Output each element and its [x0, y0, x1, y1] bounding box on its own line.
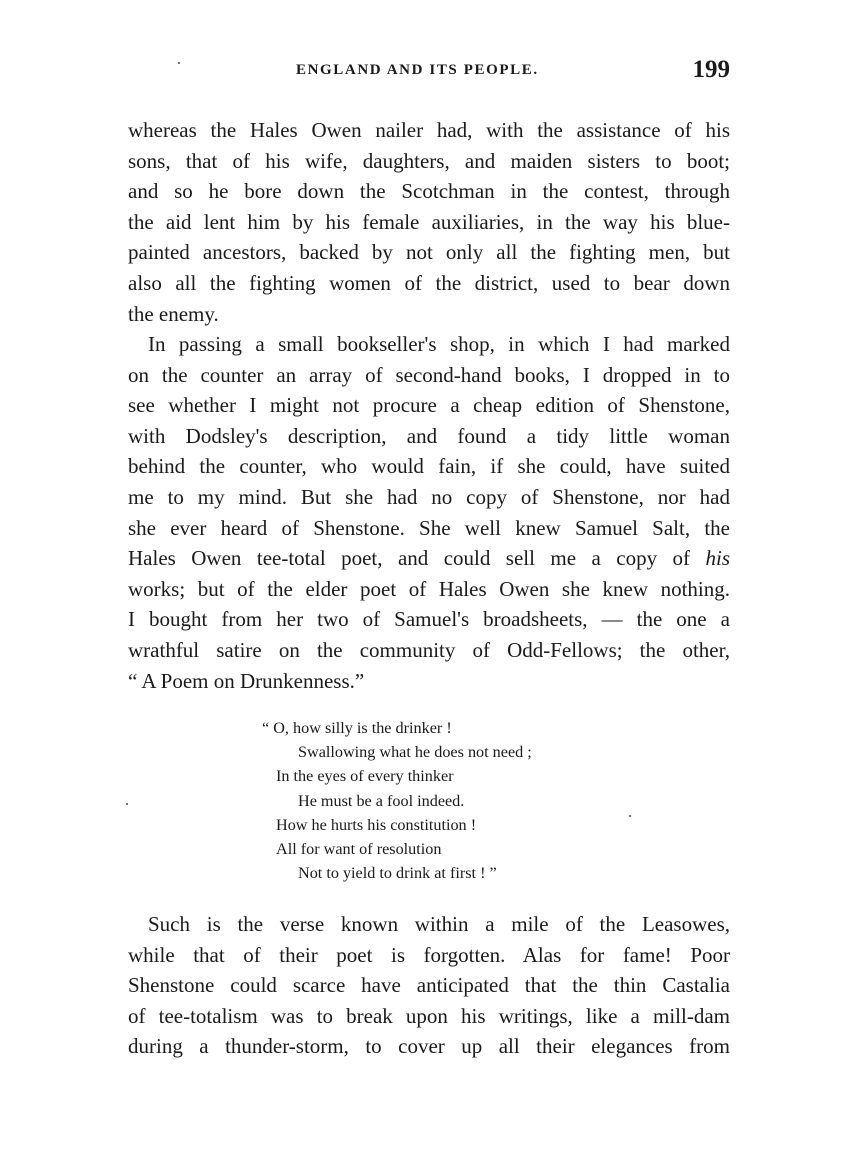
poem-line: Swallowing what he does not need ;	[298, 743, 532, 762]
text-line-with-italic	[128, 543, 730, 574]
text-line: also all the fighting women of the district, used to bear down	[128, 270, 730, 295]
text-line: I bought from her two of Samuel's broadsheets, — the one a	[128, 607, 730, 632]
text-line: Shenstone could scarce have anticipated that the thin Castalia	[128, 973, 730, 998]
page-number: 199	[692, 56, 730, 83]
poem-line: He must be a fool indeed.	[298, 791, 465, 810]
poem-line: All for want of resolution	[276, 839, 442, 858]
paragraph-fame	[128, 909, 730, 1062]
text-line: behind the counter, who would fain, if she could, have suited	[128, 454, 730, 479]
text-line: during a thunder-storm, to cover up all their elegances from	[128, 1034, 730, 1059]
page-header	[128, 58, 730, 90]
poem-line: How he hurts his constitution !	[276, 815, 477, 834]
text-line: with Dodsley's description, and found a tidy little woman	[128, 423, 730, 448]
text-line: whereas the Hales Owen nailer had, with the assistance of his	[128, 118, 730, 142]
text-line: she ever heard of Shenstone. She well knew Samuel Salt, the	[128, 515, 730, 540]
running-title: ENGLAND AND ITS PEOPLE.	[296, 62, 539, 78]
text-line: wrathful satire on the community of Odd-Fellows; the other,	[128, 637, 730, 662]
text-line: while that of their poet is forgotten. Alas for fame! Poor	[128, 942, 730, 967]
paragraph-bookseller	[128, 329, 730, 696]
text-line: works; but of the elder poet of Hales Owen she knew nothing.	[128, 576, 730, 601]
poem-line: Not to yield to drink at first ! ”	[298, 864, 497, 883]
poem-quotation	[262, 716, 622, 885]
text-line: me to my mind. But she had no copy of Shenstone, nor had	[128, 484, 730, 509]
text-line: the enemy.	[128, 301, 219, 326]
text-line: the aid lent him by his female auxiliaries, in the way his blue-	[128, 209, 730, 234]
text-line: of tee-totalism was to break upon his writings, like a mill-dam	[128, 1003, 730, 1028]
poem-line: In the eyes of every thinker	[276, 767, 454, 786]
poem-line: “ O, how silly is the drinker !	[262, 719, 452, 737]
text-line: see whether I might not procure a cheap edition of Shenstone,	[128, 393, 730, 418]
text-line: “ A Poem on Drunkenness.”	[128, 668, 365, 693]
text-line: In passing a small bookseller's shop, in which I had marked	[148, 332, 730, 356]
paragraph-continuation	[128, 115, 730, 329]
print-speck	[629, 815, 631, 817]
text-line: on the counter an array of second-hand books, I dropped in to	[128, 362, 730, 387]
text-line: Such is the verse known within a mile of the Leasowes,	[148, 912, 730, 936]
italic-word: his	[705, 546, 731, 571]
text-line: painted ancestors, backed by not only all the fighting men, but	[128, 240, 730, 265]
print-speck	[178, 62, 180, 64]
text-line: sons, that of his wife, daughters, and maiden sisters to boot;	[128, 148, 730, 173]
text-fragment: Hales Owen tee-total poet, and could sell me a copy of	[128, 546, 691, 571]
text-line: and so he bore down the Scotchman in the contest, through	[128, 179, 730, 204]
print-speck	[126, 803, 128, 805]
